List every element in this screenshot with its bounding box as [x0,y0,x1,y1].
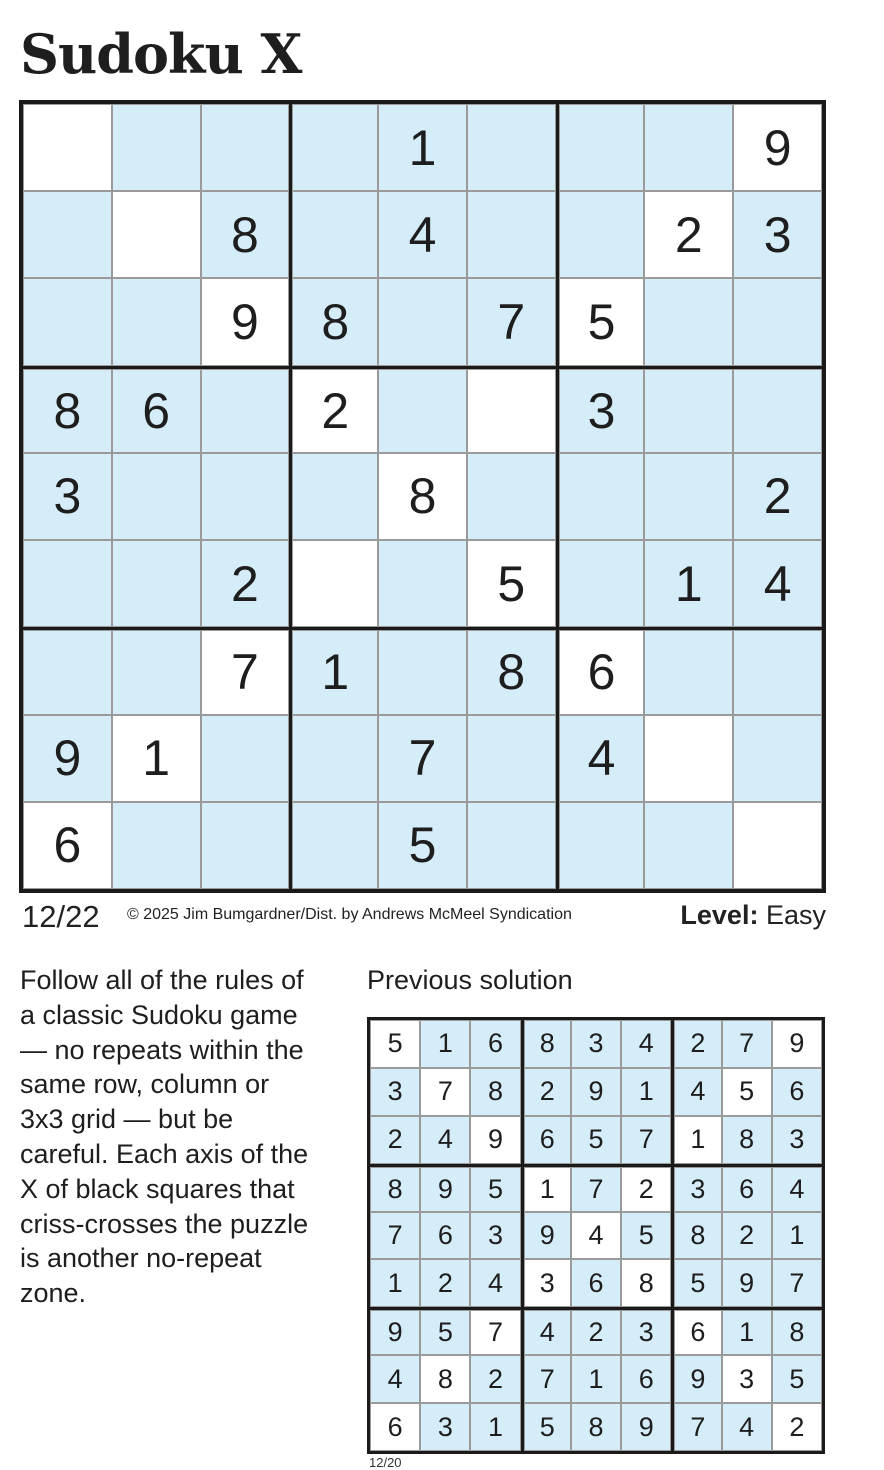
puzzle-cell-r5c5[interactable]: 8 [378,453,467,540]
puzzle-cell-r4c9[interactable] [733,366,822,453]
solution-cell-r5c9: 1 [772,1212,822,1260]
solution-cell-r9c7: 7 [671,1403,721,1451]
puzzle-cell-r9c2[interactable] [112,802,201,889]
solution-cell-r5c1: 7 [370,1212,420,1260]
puzzle-cell-r8c9[interactable] [733,715,822,802]
solution-cell-r9c2: 3 [420,1403,470,1451]
puzzle-cell-r6c3[interactable]: 2 [201,540,290,627]
solution-cell-r8c5: 1 [571,1355,621,1403]
previous-solution-date: 12/20 [369,1455,402,1470]
solution-cell-r9c3: 1 [470,1403,520,1451]
puzzle-cell-r6c5[interactable] [378,540,467,627]
puzzle-cell-r7c5[interactable] [378,627,467,714]
puzzle-cell-r1c5[interactable]: 1 [378,104,467,191]
puzzle-cell-r2c3[interactable]: 8 [201,191,290,278]
solution-cell-r7c7: 6 [671,1307,721,1355]
solution-cell-r1c8: 7 [722,1020,772,1068]
difficulty-level [680,897,826,933]
solution-cell-r4c2: 9 [420,1164,470,1212]
solution-cell-r4c9: 4 [772,1164,822,1212]
puzzle-cell-r3c9[interactable] [733,278,822,365]
solution-cell-r4c4: 1 [521,1164,571,1212]
puzzle-cell-r4c2[interactable]: 6 [112,366,201,453]
solution-cell-r2c6: 1 [621,1068,671,1116]
solution-cell-r7c5: 2 [571,1307,621,1355]
puzzle-cell-r7c7[interactable]: 6 [556,627,645,714]
puzzle-cell-r2c9[interactable]: 3 [733,191,822,278]
level-label: Level: [680,900,759,930]
solution-cell-r3c2: 4 [420,1116,470,1164]
puzzle-cell-r5c6[interactable] [467,453,556,540]
puzzle-cell-r4c7[interactable]: 3 [556,366,645,453]
puzzle-cell-r6c9[interactable]: 4 [733,540,822,627]
solution-cell-r3c7: 1 [671,1116,721,1164]
solution-cell-r1c3: 6 [470,1020,520,1068]
puzzle-cell-r7c8[interactable] [644,627,733,714]
solution-cell-r2c3: 8 [470,1068,520,1116]
solution-cell-r4c7: 3 [671,1164,721,1212]
puzzle-cell-r3c7[interactable]: 5 [556,278,645,365]
solution-cell-r6c4: 3 [521,1259,571,1307]
puzzle-cell-r7c6[interactable]: 8 [467,627,556,714]
previous-solution-label: Previous solution [367,965,573,995]
puzzle-cell-r8c8[interactable] [644,715,733,802]
solution-cell-r4c1: 8 [370,1164,420,1212]
solution-cell-r7c9: 8 [772,1307,822,1355]
puzzle-cell-r1c2[interactable] [112,104,201,191]
solution-cell-r5c4: 9 [521,1212,571,1260]
puzzle-cell-r7c1[interactable] [23,627,112,714]
solution-cell-r5c7: 8 [671,1212,721,1260]
solution-cell-r6c1: 1 [370,1259,420,1307]
solution-cell-r5c5: 4 [571,1212,621,1260]
solution-cell-r3c6: 7 [621,1116,671,1164]
puzzle-cell-r3c1[interactable] [23,278,112,365]
solution-cell-r8c6: 6 [621,1355,671,1403]
solution-cell-r3c5: 5 [571,1116,621,1164]
solution-cell-r7c8: 1 [722,1307,772,1355]
solution-cell-r2c7: 4 [671,1068,721,1116]
puzzle-cell-r4c8[interactable] [644,366,733,453]
puzzle-cell-r6c4[interactable] [289,540,378,627]
solution-cell-r5c8: 2 [722,1212,772,1260]
solution-cell-r2c2: 7 [420,1068,470,1116]
puzzle-cell-r9c9[interactable] [733,802,822,889]
solution-cell-r6c7: 5 [671,1259,721,1307]
puzzle-cell-r7c9[interactable] [733,627,822,714]
puzzle-cell-r7c2[interactable] [112,627,201,714]
solution-cell-r8c9: 5 [772,1355,822,1403]
puzzle-cell-r5c8[interactable] [644,453,733,540]
solution-cell-r7c3: 7 [470,1307,520,1355]
solution-cell-r4c6: 2 [621,1164,671,1212]
solution-cell-r9c6: 9 [621,1403,671,1451]
puzzle-cell-r4c1[interactable]: 8 [23,366,112,453]
previous-solution-grid [367,1017,825,1454]
puzzle-cell-r6c8[interactable]: 1 [644,540,733,627]
puzzle-cell-r1c6[interactable] [467,104,556,191]
solution-cell-r7c4: 4 [521,1307,571,1355]
puzzle-cell-r7c4[interactable]: 1 [289,627,378,714]
puzzle-cell-r4c6[interactable] [467,366,556,453]
puzzle-cell-r4c3[interactable] [201,366,290,453]
puzzle-cell-r9c8[interactable] [644,802,733,889]
solution-cell-r8c7: 9 [671,1355,721,1403]
solution-cell-r4c5: 7 [571,1164,621,1212]
puzzle-cell-r8c6[interactable] [467,715,556,802]
puzzle-cell-r2c6[interactable] [467,191,556,278]
puzzle-cell-r5c1[interactable]: 3 [23,453,112,540]
solution-cell-r1c2: 1 [420,1020,470,1068]
puzzle-cell-r2c5[interactable]: 4 [378,191,467,278]
solution-cell-r3c8: 8 [722,1116,772,1164]
solution-cell-r3c4: 6 [521,1116,571,1164]
puzzle-cell-r6c6[interactable]: 5 [467,540,556,627]
puzzle-cell-r5c9[interactable]: 2 [733,453,822,540]
solution-cell-r8c2: 8 [420,1355,470,1403]
puzzle-cell-r8c4[interactable] [289,715,378,802]
solution-cell-r9c9: 2 [772,1403,822,1451]
puzzle-cell-r9c7[interactable] [556,802,645,889]
puzzle-cell-r4c5[interactable] [378,366,467,453]
puzzle-cell-r1c1[interactable] [23,104,112,191]
solution-cell-r5c3: 3 [470,1212,520,1260]
solution-cell-r6c2: 2 [420,1259,470,1307]
puzzle-cell-r1c8[interactable] [644,104,733,191]
solution-cell-r9c8: 4 [722,1403,772,1451]
puzzle-cell-r7c3[interactable]: 7 [201,627,290,714]
puzzle-cell-r5c4[interactable] [289,453,378,540]
puzzle-cell-r3c3[interactable]: 9 [201,278,290,365]
solution-cell-r4c8: 6 [722,1164,772,1212]
puzzle-cell-r5c3[interactable] [201,453,290,540]
solution-cell-r9c4: 5 [521,1403,571,1451]
puzzle-cell-r3c5[interactable] [378,278,467,365]
puzzle-title: Sudoku X [20,22,302,86]
solution-cell-r1c4: 8 [521,1020,571,1068]
puzzle-cell-r6c1[interactable] [23,540,112,627]
solution-cell-r2c5: 9 [571,1068,621,1116]
puzzle-cell-r9c1[interactable]: 6 [23,802,112,889]
puzzle-cell-r2c4[interactable] [289,191,378,278]
solution-cell-r6c8: 9 [722,1259,772,1307]
puzzle-cell-r2c1[interactable] [23,191,112,278]
puzzle-cell-r3c6[interactable]: 7 [467,278,556,365]
puzzle-cell-r1c7[interactable] [556,104,645,191]
level-value: Easy [765,900,826,930]
solution-cell-r5c2: 6 [420,1212,470,1260]
puzzle-cell-r1c3[interactable] [201,104,290,191]
solution-cell-r1c5: 3 [571,1020,621,1068]
puzzle-cell-r1c9[interactable]: 9 [733,104,822,191]
solution-cell-r2c1: 3 [370,1068,420,1116]
solution-cell-r8c8: 3 [722,1355,772,1403]
solution-cell-r8c4: 7 [521,1355,571,1403]
solution-cell-r5c6: 5 [621,1212,671,1260]
solution-cell-r7c2: 5 [420,1307,470,1355]
solution-cell-r3c1: 2 [370,1116,420,1164]
puzzle-cell-r9c4[interactable] [289,802,378,889]
puzzle-cell-r4c4[interactable]: 2 [289,366,378,453]
solution-cell-r2c4: 2 [521,1068,571,1116]
rules-text: Follow all of the rules of a classic Sudoku game — no repeats within the same row, column or 3x3 grid — but be careful. Each axis of the X of black squares that criss-crosses the puzzle is another no-repeat zone. [20,965,309,1309]
puzzle-cell-r8c3[interactable] [201,715,290,802]
puzzle-cell-r9c6[interactable] [467,802,556,889]
solution-cell-r4c3: 5 [470,1164,520,1212]
solution-cell-r3c3: 9 [470,1116,520,1164]
puzzle-cell-r2c7[interactable] [556,191,645,278]
solution-cell-r7c1: 9 [370,1307,420,1355]
solution-cell-r3c9: 3 [772,1116,822,1164]
puzzle-date: 12/22 [22,899,100,934]
puzzle-cell-r6c7[interactable] [556,540,645,627]
puzzle-cell-r3c2[interactable] [112,278,201,365]
puzzle-cell-r8c5[interactable]: 7 [378,715,467,802]
puzzle-cell-r5c2[interactable] [112,453,201,540]
puzzle-cell-r6c2[interactable] [112,540,201,627]
solution-cell-r1c6: 4 [621,1020,671,1068]
puzzle-cell-r8c7[interactable]: 4 [556,715,645,802]
puzzle-cell-r3c4[interactable]: 8 [289,278,378,365]
solution-cell-r2c8: 5 [722,1068,772,1116]
puzzle-grid [19,100,826,893]
solution-cell-r1c7: 2 [671,1020,721,1068]
puzzle-cell-r9c3[interactable] [201,802,290,889]
puzzle-cell-r2c2[interactable] [112,191,201,278]
solution-cell-r9c1: 6 [370,1403,420,1451]
solution-cell-r1c1: 5 [370,1020,420,1068]
solution-cell-r1c9: 9 [772,1020,822,1068]
solution-cell-r8c1: 4 [370,1355,420,1403]
solution-cell-r6c3: 4 [470,1259,520,1307]
solution-cell-r2c9: 6 [772,1068,822,1116]
solution-cell-r6c9: 7 [772,1259,822,1307]
solution-cell-r9c5: 8 [571,1403,621,1451]
solution-cell-r6c5: 6 [571,1259,621,1307]
solution-cell-r6c6: 8 [621,1259,671,1307]
puzzle-cell-r8c2[interactable]: 1 [112,715,201,802]
puzzle-cell-r1c4[interactable] [289,104,378,191]
solution-cell-r7c6: 3 [621,1307,671,1355]
puzzle-cell-r3c8[interactable] [644,278,733,365]
puzzle-cell-r9c5[interactable]: 5 [378,802,467,889]
solution-cell-r8c3: 2 [470,1355,520,1403]
puzzle-cell-r8c1[interactable]: 9 [23,715,112,802]
puzzle-cell-r5c7[interactable] [556,453,645,540]
puzzle-cell-r2c8[interactable]: 2 [644,191,733,278]
copyright-notice: © 2025 Jim Bumgardner/Dist. by Andrews McMeel Syndication [127,906,572,923]
